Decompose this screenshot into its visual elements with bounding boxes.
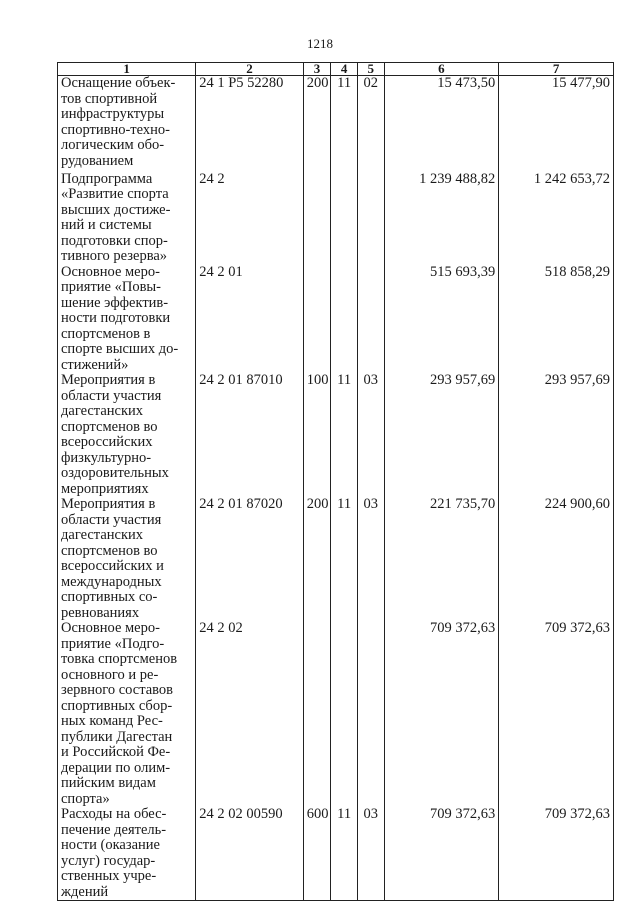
header-row: [58, 63, 614, 76]
row-col7-value: 709 372,63: [499, 807, 614, 901]
row-col4-cell: 11: [331, 76, 358, 172]
row-name-line: спортивно-техно-: [61, 121, 170, 138]
row-col7-value: 518 858,29: [499, 265, 614, 374]
row-name-line: спортсменов во: [61, 418, 158, 435]
row-name-line: международных: [61, 573, 162, 590]
table-body: [58, 76, 614, 901]
table-row: [58, 621, 614, 807]
table-row: [58, 76, 614, 172]
row-name-line: Мероприятия в: [61, 496, 156, 512]
row-name-line: Подпрограмма: [61, 170, 153, 187]
row-name-cell: [58, 807, 196, 901]
row-col6-value: 15 473,50: [384, 76, 499, 172]
column-header: 5: [357, 63, 384, 76]
row-name-line: всероссийских: [61, 434, 153, 450]
row-name-line: спортивных сбор-: [61, 697, 173, 714]
row-name-line: оздоровительных: [61, 465, 169, 481]
row-name-line: приятие «Подго-: [61, 635, 165, 652]
row-name-line: инфраструктуры: [61, 106, 165, 122]
row-code-cell: 24 2 02 00590: [196, 807, 304, 901]
row-name-line: услуг) государ-: [61, 852, 156, 869]
row-name-line: товка спортсменов: [61, 651, 178, 667]
row-name-line: спортсменов в: [61, 325, 151, 342]
row-name-line: всероссийских и: [61, 558, 164, 574]
row-col5-cell: 03: [357, 807, 384, 901]
row-name-line: пийским видам: [61, 775, 156, 791]
row-name-line: спорта»: [61, 790, 110, 807]
row-name-cell: [58, 172, 196, 265]
column-header: 1: [58, 63, 196, 76]
row-code-cell: 24 1 P5 52280: [196, 76, 304, 172]
budget-table: [57, 62, 614, 901]
row-name-line: ственных учре-: [61, 868, 157, 884]
row-name-line: спорте высших до-: [61, 341, 179, 357]
row-name-line: основного и ре-: [61, 666, 159, 683]
row-name-line: тивного резерва»: [61, 248, 168, 264]
table-row: [58, 172, 614, 265]
table-row: [58, 265, 614, 374]
row-code-cell: 24 2 01: [196, 265, 304, 374]
row-col3-cell: 200: [303, 497, 331, 621]
row-col5-cell: 03: [357, 373, 384, 497]
row-name-line: области участия: [61, 387, 162, 404]
row-col3-cell: 200: [303, 76, 331, 172]
row-name-line: дагестанских: [61, 527, 144, 543]
row-name-line: стижений»: [61, 356, 129, 373]
row-name-line: мероприятиях: [61, 480, 149, 497]
row-col6-value: 515 693,39: [384, 265, 499, 374]
row-name-line: спортсменов во: [61, 542, 158, 559]
page-number: 1218: [307, 36, 333, 51]
row-name-line: приятие «Повы-: [61, 279, 161, 295]
row-col4-cell: [331, 265, 358, 374]
row-name-cell: [58, 621, 196, 807]
table-row: [58, 807, 614, 901]
row-col5-cell: [357, 265, 384, 374]
row-col3-cell: [303, 265, 331, 374]
table-row: [58, 373, 614, 497]
column-header: 7: [499, 63, 614, 76]
row-col6-value: 293 957,69: [384, 373, 499, 497]
row-name-line: печение деятель-: [61, 821, 167, 838]
column-header: 2: [196, 63, 304, 76]
row-col4-cell: 11: [331, 373, 358, 497]
row-col6-value: 221 735,70: [384, 497, 499, 621]
row-col5-cell: [357, 621, 384, 807]
row-name-cell: [58, 265, 196, 374]
column-header: 6: [384, 63, 499, 76]
row-name-line: дерации по олим-: [61, 759, 171, 776]
column-header: 4: [331, 63, 358, 76]
row-col7-value: 709 372,63: [499, 621, 614, 807]
row-code-cell: 24 2 02: [196, 621, 304, 807]
row-name-cell: [58, 497, 196, 621]
row-col5-cell: 02: [357, 76, 384, 172]
row-name-cell: [58, 373, 196, 497]
row-name-line: ных команд Рес-: [61, 713, 163, 729]
row-code-cell: 24 2: [196, 172, 304, 265]
row-col6-value: 709 372,63: [384, 621, 499, 807]
row-name-line: Основное меро-: [61, 263, 160, 280]
row-name-line: рудованием: [61, 152, 134, 169]
row-name-line: шение эффектив-: [61, 294, 169, 311]
row-name-cell: [58, 76, 196, 172]
row-name-line: Расходы на обес-: [61, 806, 167, 822]
row-col4-cell: [331, 172, 358, 265]
row-name-line: Основное меро-: [61, 620, 160, 636]
row-name-line: физкультурно-: [61, 449, 152, 466]
row-name-line: «Развитие спорта: [61, 186, 169, 202]
row-col7-value: 15 477,90: [499, 76, 614, 172]
row-name-line: ний и системы: [61, 217, 152, 233]
row-name-line: Мероприятия в: [61, 372, 156, 388]
row-name-line: логическим обо-: [61, 137, 165, 153]
table-row: [58, 497, 614, 621]
row-col3-cell: [303, 621, 331, 807]
row-name-line: ревнованиях: [61, 604, 140, 621]
row-col3-cell: 100: [303, 373, 331, 497]
row-name-line: высших достиже-: [61, 201, 171, 218]
row-col3-cell: [303, 172, 331, 265]
row-name-line: ждений: [61, 883, 109, 900]
row-name-line: Оснащение объек-: [61, 75, 176, 91]
row-name-line: и Российской Фе-: [61, 744, 171, 760]
row-col4-cell: 11: [331, 807, 358, 901]
row-name-line: спортивных со-: [61, 589, 158, 605]
row-col6-value: 1 239 488,82: [384, 172, 499, 265]
row-name-line: подготовки спор-: [61, 232, 168, 249]
row-col5-cell: 03: [357, 497, 384, 621]
row-name-line: области участия: [61, 511, 162, 528]
row-name-line: ности (оказание: [61, 837, 160, 853]
row-name-line: тов спортивной: [61, 90, 158, 107]
row-col4-cell: [331, 621, 358, 807]
row-col3-cell: 600: [303, 807, 331, 901]
column-header: 3: [303, 63, 331, 76]
row-name-line: зервного составов: [61, 682, 174, 698]
row-name-line: публики Дагестан: [61, 728, 173, 745]
row-col6-value: 709 372,63: [384, 807, 499, 901]
row-col7-value: 293 957,69: [499, 373, 614, 497]
row-name-line: ности подготовки: [61, 310, 171, 326]
row-col5-cell: [357, 172, 384, 265]
row-name-line: дагестанских: [61, 403, 144, 419]
row-col7-value: 1 242 653,72: [499, 172, 614, 265]
row-col7-value: 224 900,60: [499, 497, 614, 621]
row-code-cell: 24 2 01 87020: [196, 497, 304, 621]
row-col4-cell: 11: [331, 497, 358, 621]
row-code-cell: 24 2 01 87010: [196, 373, 304, 497]
